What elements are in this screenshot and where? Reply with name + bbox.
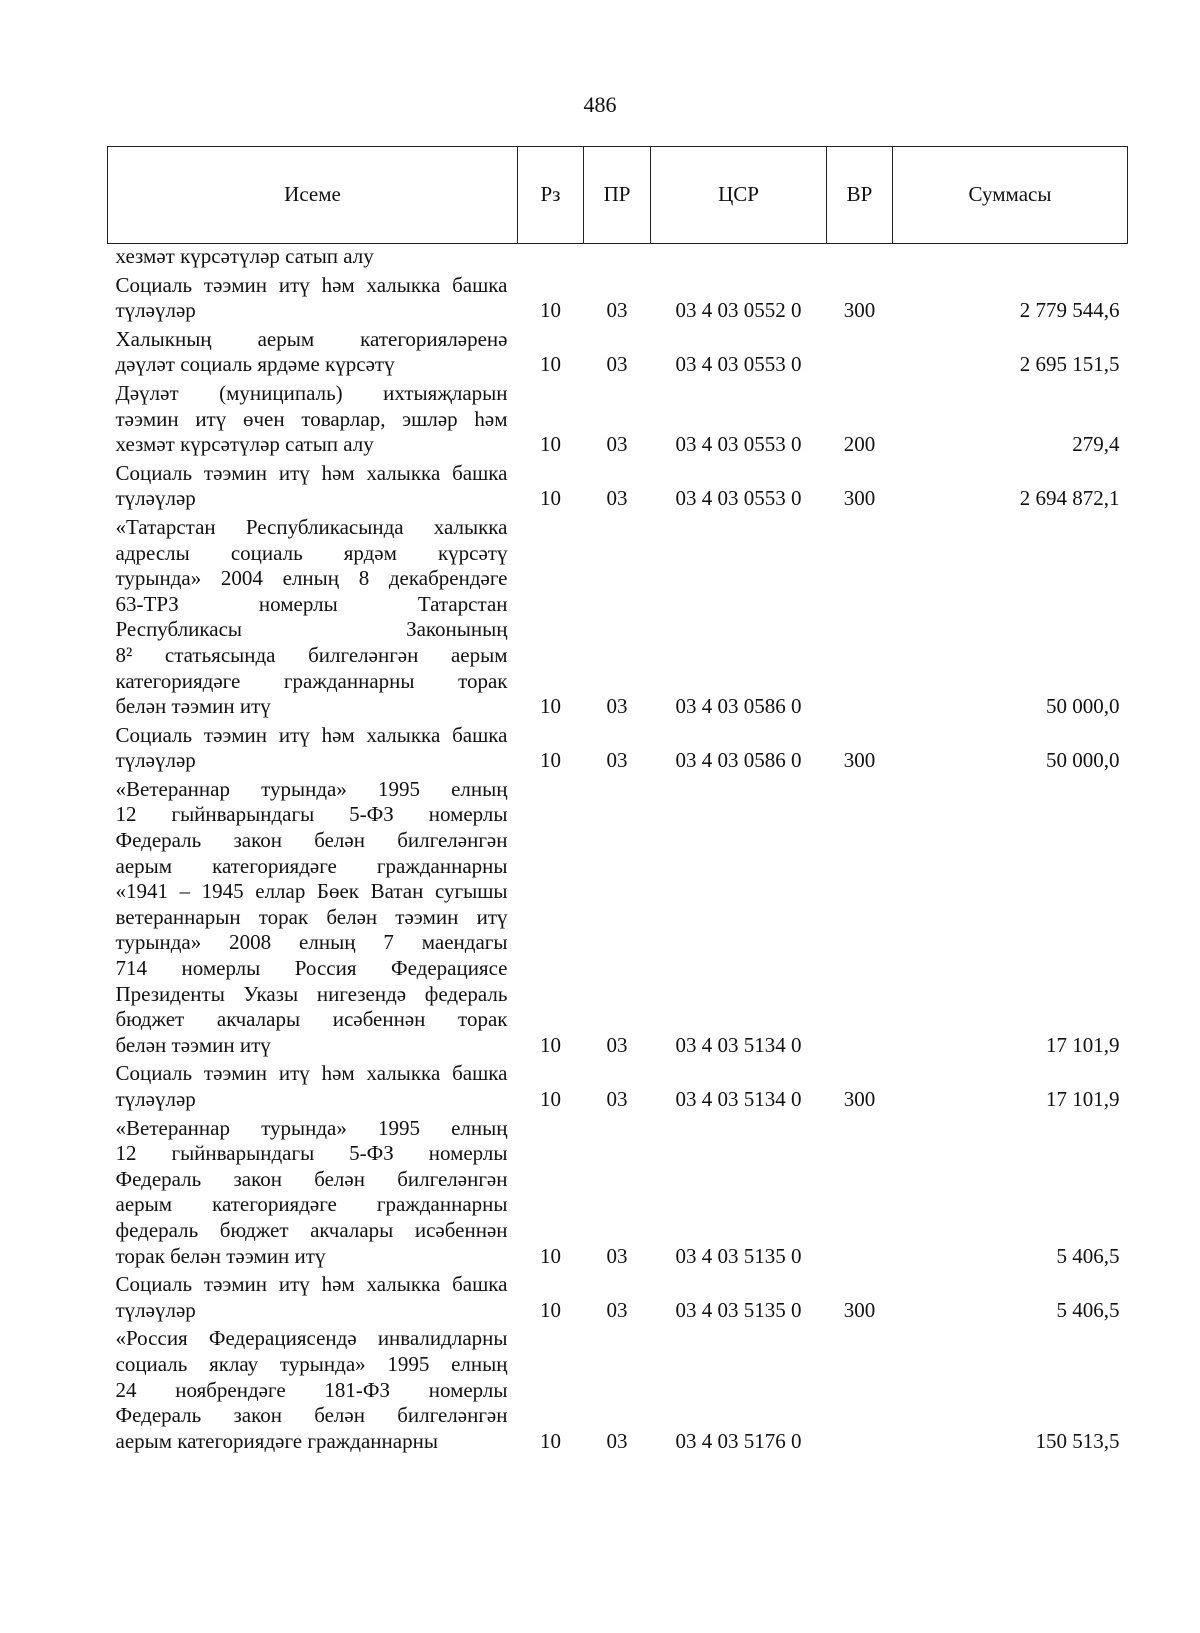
row-csr: 03 4 03 0586 0 — [675, 694, 802, 719]
row-name-line: түләүләр — [115, 1297, 196, 1322]
row-vr — [827, 325, 893, 379]
row-vr: 300 — [843, 1087, 876, 1111]
row-rz: 10 — [540, 748, 561, 773]
row-vr — [827, 244, 893, 271]
row-name-line: «1941 – 1945 еллар Бөек Ватан сугышы — [115, 879, 508, 904]
page-number: 486 — [583, 92, 617, 117]
row-pr: 03 — [606, 1087, 628, 1111]
row-name-line: «Россия Федерациясендә инвалидларны — [115, 1326, 508, 1351]
row-name — [108, 325, 518, 379]
table-row — [108, 379, 1128, 459]
row-name-line: бюджет акчалары исәбеннән торак — [115, 1007, 508, 1032]
row-name-line: ветераннарын торак белән тәэмин итү — [115, 904, 508, 929]
row-name-line: Социаль тәэмин итү һәм халыкка башка — [115, 1272, 508, 1297]
row-name-line: 24 ноябрендәге 181-ФЗ номерлы — [115, 1377, 508, 1402]
row-rz: 10 — [540, 486, 561, 511]
row-vr — [827, 775, 893, 1060]
row-sum: 5 406,5 — [1056, 1297, 1120, 1322]
row-name-line: 12 гыйнварындагы 5-ФЗ номерлы — [115, 1141, 508, 1166]
table-row — [108, 271, 1128, 325]
row-name-line: түләүләр — [115, 748, 196, 773]
table-row — [108, 721, 1128, 775]
row-name-line: 714 номерлы Россия Федерациясе — [115, 956, 508, 981]
row-name-line: Республикасы Законының — [115, 617, 508, 642]
row-name-line: 63-ТРЗ номерлы Татарстан — [115, 591, 508, 616]
row-rz: 10 — [540, 1032, 561, 1057]
row-name-line: Федераль закон белән билгеләнгән — [115, 1403, 508, 1428]
row-name-line: Социаль тәэмин итү һәм халыкка башка — [115, 272, 508, 297]
row-sum: 2 694 872,1 — [1019, 486, 1120, 511]
row-sum: 2 779 544,6 — [1019, 298, 1120, 323]
row-csr: 03 4 03 5135 0 — [675, 1297, 802, 1322]
row-name — [108, 721, 518, 775]
header-vr: ВР — [827, 147, 893, 244]
row-vr — [827, 513, 893, 721]
row-sum: 50 000,0 — [1046, 694, 1120, 719]
row-csr: 03 4 03 0552 0 — [675, 298, 802, 323]
row-sum: 17 101,9 — [1046, 1087, 1120, 1111]
row-rz: 10 — [540, 1297, 561, 1322]
row-name — [108, 1059, 518, 1113]
row-name-line: Халыкның аерым категорияләренә — [115, 326, 508, 351]
header-name: Исеме — [108, 147, 518, 244]
row-pr: 03 — [606, 1032, 628, 1057]
row-csr: 03 4 03 0553 0 — [675, 432, 802, 457]
table-row — [108, 1059, 1128, 1113]
table-row — [108, 513, 1128, 721]
row-name-line: «Ветераннар турында» 1995 елның — [115, 1115, 508, 1140]
row-vr: 300 — [843, 748, 876, 773]
row-vr: 200 — [843, 432, 876, 457]
row-name-line: Социаль тәэмин итү һәм халыкка башка — [115, 460, 508, 485]
row-rz: 10 — [540, 432, 561, 457]
row-name-line: аерым категориядәге гражданнарны — [115, 1192, 508, 1217]
row-name-line: тәэмин итү өчен товарлар, эшләр һәм — [115, 406, 508, 431]
row-name-line: турында» 2004 елның 8 декабрендәге — [115, 566, 508, 591]
row-pr: 03 — [606, 486, 628, 511]
row-pr: 03 — [606, 1243, 628, 1268]
row-rz: 10 — [540, 352, 561, 377]
row-name-line: федераль бюджет акчалары исәбеннән — [115, 1217, 508, 1242]
row-name — [108, 1270, 518, 1324]
row-pr: 03 — [606, 1297, 628, 1322]
table-row — [108, 1324, 1128, 1455]
row-name — [108, 513, 518, 721]
row-name — [108, 1324, 518, 1455]
row-pr: 03 — [606, 1428, 628, 1453]
row-vr: 300 — [843, 1297, 876, 1322]
row-name-line: Президенты Указы нигезендә федераль — [115, 981, 508, 1006]
row-vr — [827, 1324, 893, 1455]
row-rz: 10 — [540, 1087, 561, 1111]
row-name-line: категориядәге гражданнарны торак — [115, 668, 508, 693]
row-pr: 03 — [606, 298, 628, 323]
row-name-line: дәүләт социаль ярдәме күрсәтү — [115, 352, 395, 377]
row-csr: 03 4 03 5134 0 — [675, 1087, 802, 1111]
header-csr: ЦСР — [651, 147, 827, 244]
row-name-line: 12 гыйнварындагы 5-ФЗ номерлы — [115, 802, 508, 827]
row-csr — [651, 244, 827, 271]
row-name-line: «Татарстан Республикасында халыкка — [115, 514, 508, 539]
table-row — [108, 244, 1128, 271]
table-row — [108, 325, 1128, 379]
row-pr — [584, 244, 651, 271]
row-name-line: адреслы социаль ярдәм күрсәтү — [115, 540, 508, 565]
row-name-line: Социаль тәэмин итү һәм халыкка башка — [115, 722, 508, 747]
row-vr: 300 — [843, 298, 876, 323]
table-row — [108, 1270, 1128, 1324]
row-name-line: торак белән тәэмин итү — [115, 1243, 326, 1268]
row-name-line: Федераль закон белән билгеләнгән — [115, 828, 508, 853]
row-name-line: түләүләр — [115, 298, 196, 323]
row-name — [108, 244, 518, 271]
row-csr: 03 4 03 5135 0 — [675, 1243, 802, 1268]
header-sum: Суммасы — [893, 147, 1128, 244]
row-name — [108, 775, 518, 1060]
row-name — [108, 379, 518, 459]
row-rz: 10 — [540, 1428, 561, 1453]
row-name-line: Федераль закон белән билгеләнгән — [115, 1166, 508, 1191]
row-sum: 150 513,5 — [1035, 1428, 1120, 1453]
row-pr: 03 — [606, 352, 628, 377]
row-name-line: Дәүләт (муниципаль) ихтыяҗларын — [115, 380, 508, 405]
header-pr: ПР — [584, 147, 651, 244]
header-rz: Рз — [518, 147, 584, 244]
row-csr: 03 4 03 0553 0 — [675, 486, 802, 511]
row-sum: 50 000,0 — [1046, 748, 1120, 773]
row-pr: 03 — [606, 432, 628, 457]
row-rz — [518, 244, 584, 271]
row-pr: 03 — [606, 694, 628, 719]
row-name — [108, 459, 518, 513]
row-name-line: «Ветераннар турында» 1995 елның — [115, 776, 508, 801]
row-name-line: социаль яклау турында» 1995 елның — [115, 1351, 508, 1376]
table-body — [108, 244, 1128, 1456]
row-name-line: турында» 2008 елның 7 маендагы — [115, 930, 508, 955]
row-vr: 300 — [843, 486, 876, 511]
row-name-line: Социаль тәэмин итү һәм халыкка башка — [115, 1061, 508, 1086]
row-rz: 10 — [540, 298, 561, 323]
row-csr: 03 4 03 5176 0 — [675, 1428, 802, 1453]
budget-table — [107, 146, 1128, 1455]
row-csr: 03 4 03 0586 0 — [675, 748, 802, 773]
row-name-line: түләүләр — [115, 1087, 196, 1111]
row-sum: 279,4 — [1072, 432, 1120, 457]
row-name-line: аерым категориядәге гражданнарны — [115, 853, 508, 878]
row-name-line: хезмәт күрсәтүләр сатып алу — [115, 432, 374, 457]
row-name-line: түләүләр — [115, 486, 196, 511]
row-rz: 10 — [540, 1243, 561, 1268]
row-name-line: хезмәт күрсәтүләр сатып алу — [115, 244, 374, 268]
row-csr: 03 4 03 0553 0 — [675, 352, 802, 377]
row-sum — [893, 244, 1128, 271]
row-vr — [827, 1114, 893, 1271]
row-name-line: белән тәэмин итү — [115, 694, 271, 719]
row-name-line: аерым категориядәге гражданнарны — [115, 1428, 438, 1453]
row-sum: 5 406,5 — [1056, 1243, 1120, 1268]
table-row — [108, 775, 1128, 1060]
row-name — [108, 271, 518, 325]
row-name-line: белән тәэмин итү — [115, 1032, 271, 1057]
table-row — [108, 1114, 1128, 1271]
row-sum: 17 101,9 — [1046, 1032, 1120, 1057]
table-header-row — [108, 147, 1128, 244]
row-name-line: 8² статьясында билгеләнгән аерым — [115, 642, 508, 667]
row-name — [108, 1114, 518, 1271]
row-sum: 2 695 151,5 — [1019, 352, 1120, 377]
table-row — [108, 459, 1128, 513]
row-rz: 10 — [540, 694, 561, 719]
row-pr: 03 — [606, 748, 628, 773]
row-csr: 03 4 03 5134 0 — [675, 1032, 802, 1057]
